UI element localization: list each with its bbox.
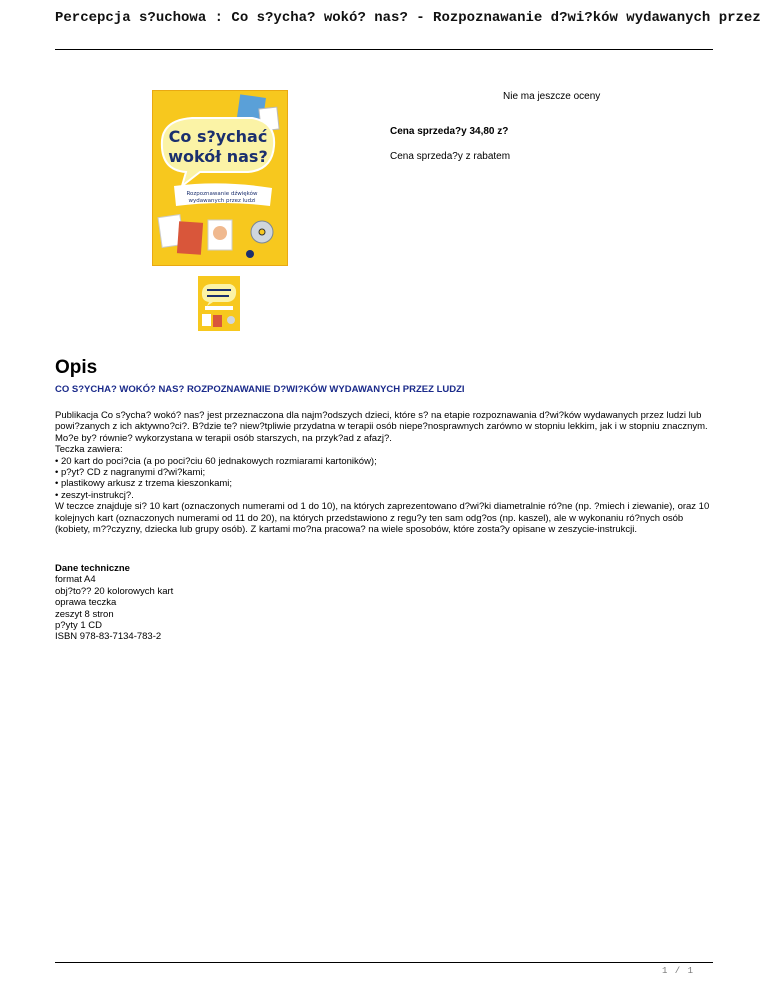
book-cover-image[interactable] xyxy=(152,90,288,266)
contents-list-item: • plastikowy arkusz z trzema kieszonkami; xyxy=(55,478,233,490)
description-heading: Opis xyxy=(55,357,98,378)
discount-price-text: Cena sprzeda?y z rabatem xyxy=(390,151,511,162)
technical-data-item: p?yty 1 CD xyxy=(55,620,102,632)
technical-data-item: format A4 xyxy=(55,574,96,586)
cover-title-line2: wokół nas? xyxy=(168,147,268,166)
technical-data xyxy=(55,563,173,643)
technical-data-item: ISBN 978-83-7134-783-2 xyxy=(55,631,162,643)
description-paragraph: W teczce znajduje si? 10 kart (oznaczonych numerami od 1 do 10), na których zaprezentowano d?wi?ki diametralnie ró?ne (np. ?miech i ziewanie), oraz 10 kolejnych kart (oznaczonych numerami od 11 do 20), na których przedstawiono z regu?y ten sam odg?os (np. kaszel), ale w wykonaniu ró?nych osób (kobiety, m??czyzny, dziecka lub grupy osób). Z kartami mo?na pracowa? na wiele sposobów, które zosta?y opisane w zeszycie-instrukcji. xyxy=(55,501,710,536)
technical-data-item: zeszyt 8 stron xyxy=(55,608,114,620)
contents-list-item: • p?yt? CD z nagranymi d?wi?kami; xyxy=(55,467,206,479)
cover-face xyxy=(213,226,227,240)
price-text: Cena sprzeda?y 34,80 z? xyxy=(390,126,509,137)
technical-data-item: obj?to?? 20 kolorowych kart xyxy=(55,585,174,597)
cover-photo-left xyxy=(177,221,203,255)
product-title: CO S?YCHA? WOKÓ? NAS? ROZPOZNAWANIE D?WI?KÓW WYDAWANYCH PRZEZ LUDZI xyxy=(55,384,465,395)
rating-text: Nie ma jeszcze oceny xyxy=(503,91,601,102)
technical-data-item: oprawa teczka xyxy=(55,597,117,609)
page-number: 1 / 1 xyxy=(662,966,695,976)
technical-data-heading: Dane techniczne xyxy=(55,563,130,574)
page-header-title: Percepcja s?uchowa : Co s?ycha? wokó? nas? - Rozpoznawanie d?wi?ków wydawanych przez xyxy=(55,10,761,26)
header-divider xyxy=(55,49,713,50)
description-paragraph: Publikacja Co s?ycha? wokó? nas? jest przeznaczona dla najm?odszych dzieci, które s? na etapie rozpoznawania d?wi?ków wydawanych przez ludzi lub powi?zanych z ich aktywno?ci?. B?dzie te? niew?tpliwie przydatna w terapii osób niepe?nosprawnych zarówno w stopniu lekkim, jak i w stopniu znacznym. Mo?e by? równie? wykorzystana w terapii osób starszych, na przyk?ad z afazj?. xyxy=(55,410,708,444)
cover-subtitle-line2: wydawanych przez ludzi xyxy=(188,198,256,204)
cover-publisher-logo xyxy=(246,250,254,258)
book-cover-thumbnail[interactable] xyxy=(198,276,240,331)
cover-title-line1: Co s?ychać xyxy=(168,127,268,146)
contents-heading: Teczka zawiera: xyxy=(55,444,123,456)
contents-list-item: • 20 kart do poci?cia (a po poci?ciu 60 jednakowych rozmiarami kartoników); xyxy=(55,455,377,467)
footer-divider xyxy=(55,962,713,963)
cover-subtitle-line1: Rozpoznawanie dźwięków xyxy=(186,191,258,197)
description-body xyxy=(55,410,717,535)
contents-list-item: • zeszyt-instrukcj?. xyxy=(55,489,134,501)
